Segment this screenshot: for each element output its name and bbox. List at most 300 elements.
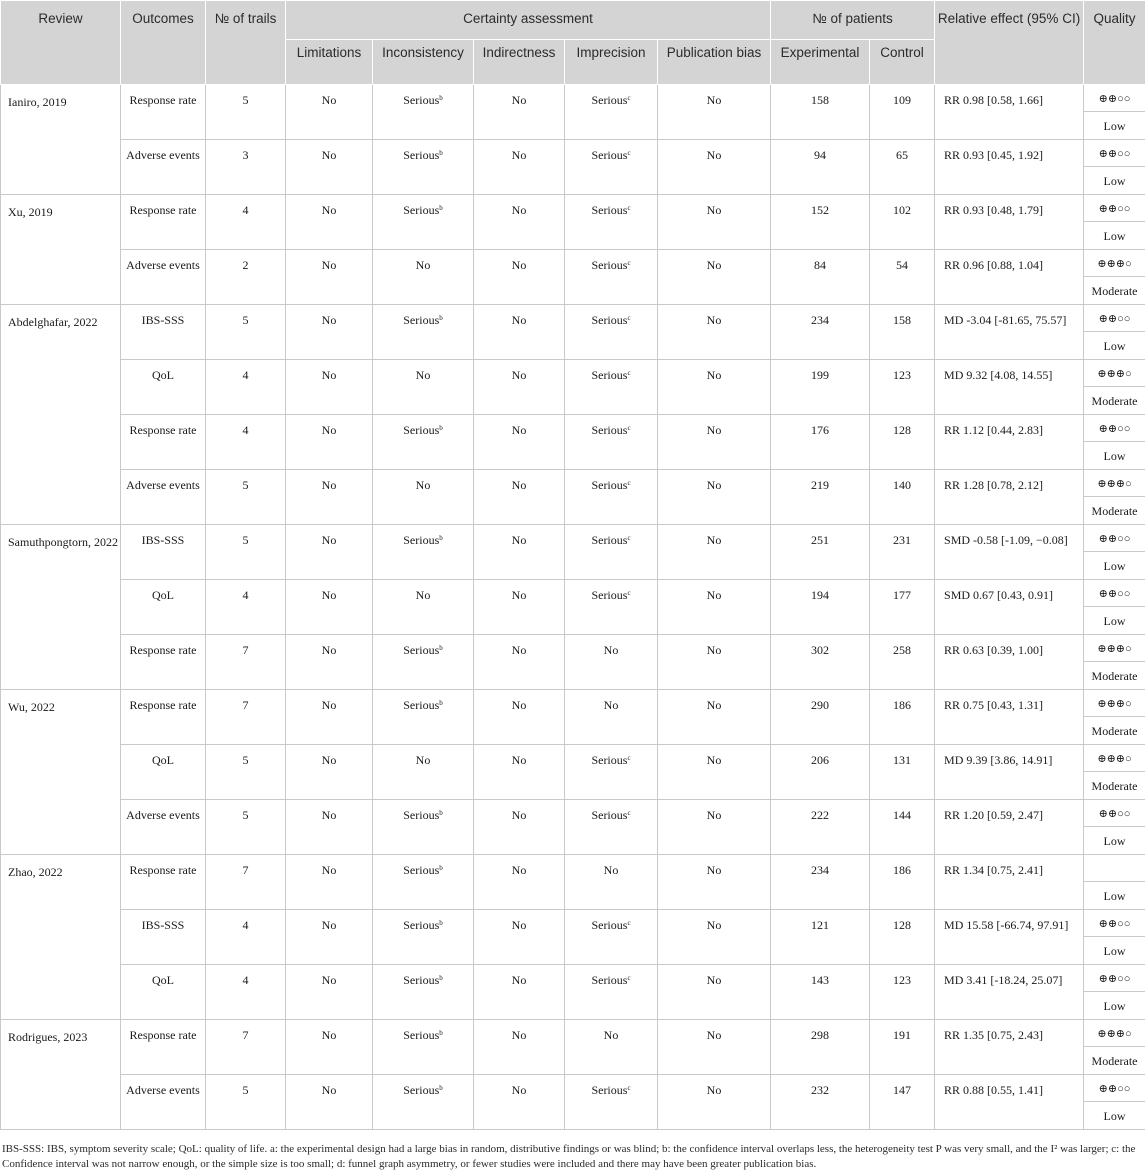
quality-label-cell: Moderate [1084,662,1145,690]
imprecision-cell [565,910,658,965]
inconsistency-cell [373,250,474,305]
imprecision-cell [565,1020,658,1075]
table-row [1,85,1145,112]
indirectness-value: No [511,423,527,437]
limitations-cell: No [286,250,373,305]
footnote-marker: c [627,534,631,542]
trials-cell: 5 [206,745,286,800]
inconsistency-cell [373,415,474,470]
trials-cell: 7 [206,855,286,910]
control-cell: 123 [870,360,935,415]
imprecision-value: Serious [591,258,628,272]
relative-effect-cell: RR 0.93 [0.45, 1.92] [935,140,1084,195]
outcome-cell: Adverse events [121,140,206,195]
footnote-marker: c [627,919,631,927]
relative-effect-cell: MD 15.58 [-66.74, 97.91] [935,910,1084,965]
control-cell: 54 [870,250,935,305]
inconsistency-cell [373,690,474,745]
quality-symbols-cell: ⊕⊕○○ [1084,415,1145,442]
outcome-cell: IBS-SSS [121,910,206,965]
trials-cell: 7 [206,690,286,745]
control-cell: 158 [870,305,935,360]
indirectness-cell [474,1075,565,1130]
inconsistency-value: Serious [403,863,440,877]
experimental-cell: 234 [771,305,870,360]
outcome-cell: Adverse events [121,250,206,305]
control-cell: 128 [870,415,935,470]
indirectness-cell [474,580,565,635]
indirectness-value: No [511,643,527,657]
header-trials: № of trails [206,1,286,85]
control-cell: 177 [870,580,935,635]
quality-symbols-cell: ⊕⊕⊕○ [1084,745,1145,772]
experimental-cell: 194 [771,580,870,635]
imprecision-value: Serious [591,148,628,162]
footnote-marker: c [627,369,631,377]
header-inconsistency: Inconsistency [373,40,474,85]
table-row [1,965,1145,992]
outcome-cell: QoL [121,580,206,635]
footnote-marker: b [439,1029,443,1037]
quality-symbols-cell: ⊕⊕○○ [1084,525,1145,552]
quality-label-cell: Low [1084,607,1145,635]
indirectness-value: No [511,808,527,822]
limitations-cell: No [286,580,373,635]
outcome-cell: Response rate [121,85,206,140]
quality-label-cell: Moderate [1084,1047,1145,1075]
quality-label-cell: Moderate [1084,277,1145,305]
indirectness-value: No [511,203,527,217]
inconsistency-value: No [415,588,431,602]
imprecision-value: No [603,863,619,877]
experimental-cell: 232 [771,1075,870,1130]
inconsistency-cell [373,635,474,690]
publication-bias-cell: No [658,140,771,195]
imprecision-cell [565,1075,658,1130]
table-row [1,635,1145,662]
publication-bias-cell: No [658,910,771,965]
outcome-cell: Response rate [121,415,206,470]
footnote-marker: b [439,699,443,707]
quality-label-cell: Low [1084,167,1145,195]
inconsistency-value: Serious [403,203,440,217]
inconsistency-cell [373,140,474,195]
footnote-marker: c [627,259,631,267]
imprecision-value: Serious [591,588,628,602]
outcome-cell: Adverse events [121,800,206,855]
publication-bias-cell: No [658,305,771,360]
trials-cell: 4 [206,195,286,250]
quality-symbols-cell: ⊕⊕⊕○ [1084,470,1145,497]
table-body [1,85,1145,1130]
footnote-marker: b [439,644,443,652]
footnote-marker: b [439,424,443,432]
quality-symbols-cell: ⊕⊕⊕○ [1084,1020,1145,1047]
inconsistency-value: Serious [403,1083,440,1097]
imprecision-value: Serious [591,93,628,107]
inconsistency-value: Serious [403,973,440,987]
imprecision-value: Serious [591,533,628,547]
trials-cell: 4 [206,910,286,965]
table-row [1,195,1145,222]
outcome-cell: IBS-SSS [121,525,206,580]
limitations-cell: No [286,1020,373,1075]
experimental-cell: 199 [771,360,870,415]
inconsistency-cell [373,1075,474,1130]
inconsistency-value: Serious [403,698,440,712]
imprecision-value: No [603,643,619,657]
indirectness-cell [474,195,565,250]
relative-effect-cell: RR 1.12 [0.44, 2.83] [935,415,1084,470]
outcome-cell: Adverse events [121,470,206,525]
imprecision-cell [565,855,658,910]
table-row [1,800,1145,827]
control-cell: 123 [870,965,935,1020]
imprecision-cell [565,360,658,415]
imprecision-cell [565,140,658,195]
limitations-cell: No [286,525,373,580]
trials-cell: 4 [206,415,286,470]
quality-label-cell: Low [1084,1102,1145,1130]
quality-label-cell: Moderate [1084,717,1145,745]
header-indirectness: Indirectness [474,40,565,85]
indirectness-value: No [511,753,527,767]
header-publication-bias: Publication bias [658,40,771,85]
header-outcomes: Outcomes [121,1,206,85]
relative-effect-cell: RR 1.28 [0.78, 2.12] [935,470,1084,525]
quality-symbols-cell: ⊕⊕○○ [1084,800,1145,827]
indirectness-cell [474,250,565,305]
header-experimental: Experimental [771,40,870,85]
review-cell: Samuthpongtorn, 2022 [1,525,121,690]
trials-cell: 4 [206,360,286,415]
footnote-marker: c [627,974,631,982]
imprecision-cell [565,800,658,855]
inconsistency-value: No [415,258,431,272]
limitations-cell: No [286,305,373,360]
publication-bias-cell: No [658,415,771,470]
control-cell: 144 [870,800,935,855]
inconsistency-value: Serious [403,1028,440,1042]
quality-label-cell: Low [1084,222,1145,250]
quality-label-cell: Low [1084,332,1145,360]
footnote-marker: c [627,314,631,322]
control-cell: 147 [870,1075,935,1130]
indirectness-value: No [511,478,527,492]
inconsistency-cell [373,745,474,800]
header-imprecision: Imprecision [565,40,658,85]
publication-bias-cell: No [658,1075,771,1130]
control-cell: 191 [870,1020,935,1075]
indirectness-cell [474,525,565,580]
relative-effect-cell: RR 0.96 [0.88, 1.04] [935,250,1084,305]
footnote-marker: c [627,1084,631,1092]
inconsistency-cell [373,855,474,910]
footnote-marker: b [439,919,443,927]
footnote-marker: b [439,149,443,157]
relative-effect-cell: MD -3.04 [-81.65, 75.57] [935,305,1084,360]
relative-effect-cell: RR 0.63 [0.39, 1.00] [935,635,1084,690]
quality-symbols-cell: ⊕⊕○○ [1084,85,1145,112]
header-limitations: Limitations [286,40,373,85]
trials-cell: 5 [206,800,286,855]
footnote-marker: b [439,314,443,322]
imprecision-value: Serious [591,918,628,932]
quality-label-cell: Low [1084,552,1145,580]
footnote-marker: c [627,479,631,487]
indirectness-value: No [511,93,527,107]
quality-symbols-cell: ⊕⊕○○ [1084,140,1145,167]
outcome-cell: Response rate [121,690,206,745]
control-cell: 102 [870,195,935,250]
inconsistency-cell [373,195,474,250]
trials-cell: 4 [206,580,286,635]
footnote-marker: b [439,534,443,542]
control-cell: 231 [870,525,935,580]
limitations-cell: No [286,470,373,525]
table-row [1,910,1145,937]
imprecision-value: Serious [591,313,628,327]
experimental-cell: 251 [771,525,870,580]
indirectness-value: No [511,1028,527,1042]
imprecision-cell [565,965,658,1020]
quality-symbols-cell: ⊕⊕○○ [1084,305,1145,332]
imprecision-value: Serious [591,808,628,822]
imprecision-cell [565,85,658,140]
indirectness-cell [474,690,565,745]
limitations-cell: No [286,360,373,415]
trials-cell: 4 [206,965,286,1020]
table-row [1,580,1145,607]
header-quality: Quality [1084,1,1145,85]
table-row [1,470,1145,497]
control-cell: 186 [870,690,935,745]
indirectness-value: No [511,918,527,932]
indirectness-cell [474,85,565,140]
quality-label-cell: Low [1084,937,1145,965]
relative-effect-cell: RR 1.35 [0.75, 2.43] [935,1020,1084,1075]
indirectness-value: No [511,973,527,987]
header-patients: № of patients [771,1,935,40]
control-cell: 186 [870,855,935,910]
trials-cell: 5 [206,305,286,360]
table-row [1,745,1145,772]
indirectness-value: No [511,863,527,877]
imprecision-value: Serious [591,423,628,437]
imprecision-value: Serious [591,753,628,767]
table-footnote: IBS-SSS: IBS, symptom severity scale; QoL: quality of life. a: the experimental design had a large bias in random, distributive findings or was blind; b: the confidence interval overlaps less, the heterogeneity test P was very small, and the I² was larger; c: the Confidence interval was not narrow enough, or the simple size is too small; d: funnel graph asymmetry, or fewer studies were included and there may have been greater publication bias. [2,1143,1136,1170]
table-row [1,525,1145,552]
outcome-cell: Response rate [121,1020,206,1075]
publication-bias-cell: No [658,800,771,855]
relative-effect-cell: MD 3.41 [-18.24, 25.07] [935,965,1084,1020]
header-control: Control [870,40,935,85]
control-cell: 109 [870,85,935,140]
imprecision-cell [565,690,658,745]
publication-bias-cell: No [658,690,771,745]
outcome-cell: Response rate [121,195,206,250]
trials-cell: 5 [206,85,286,140]
table-row [1,415,1145,442]
indirectness-cell [474,415,565,470]
publication-bias-cell: No [658,360,771,415]
relative-effect-cell: RR 1.34 [0.75, 2.41] [935,855,1084,910]
indirectness-cell [474,360,565,415]
imprecision-cell [565,415,658,470]
imprecision-value: Serious [591,203,628,217]
table-row [1,360,1145,387]
experimental-cell: 290 [771,690,870,745]
indirectness-value: No [511,313,527,327]
header-certainty-assessment: Certainty assessment [286,1,771,40]
experimental-cell: 222 [771,800,870,855]
imprecision-cell [565,745,658,800]
outcome-cell: QoL [121,360,206,415]
limitations-cell: No [286,800,373,855]
imprecision-value: Serious [591,973,628,987]
relative-effect-cell: RR 1.20 [0.59, 2.47] [935,800,1084,855]
imprecision-cell [565,250,658,305]
publication-bias-cell: No [658,855,771,910]
quality-label-cell: Low [1084,442,1145,470]
table-row [1,855,1145,882]
quality-symbols-cell: ⊕⊕⊕○ [1084,360,1145,387]
inconsistency-value: Serious [403,148,440,162]
inconsistency-cell [373,800,474,855]
experimental-cell: 219 [771,470,870,525]
trials-cell: 5 [206,1075,286,1130]
indirectness-cell [474,1020,565,1075]
inconsistency-cell [373,360,474,415]
experimental-cell: 176 [771,415,870,470]
footnote-marker: c [627,754,631,762]
quality-label-cell: Low [1084,992,1145,1020]
publication-bias-cell: No [658,580,771,635]
quality-symbols-cell: ⊕⊕⊕○ [1084,635,1145,662]
inconsistency-value: Serious [403,533,440,547]
indirectness-cell [474,910,565,965]
outcome-cell: Response rate [121,855,206,910]
experimental-cell: 234 [771,855,870,910]
indirectness-value: No [511,1083,527,1097]
quality-label-cell: Low [1084,112,1145,140]
limitations-cell: No [286,745,373,800]
quality-symbols-cell: ⊕⊕○○ [1084,580,1145,607]
quality-label-cell: Moderate [1084,387,1145,415]
outcome-cell: Response rate [121,635,206,690]
control-cell: 258 [870,635,935,690]
table-row [1,690,1145,717]
experimental-cell: 121 [771,910,870,965]
publication-bias-cell: No [658,525,771,580]
publication-bias-cell: No [658,745,771,800]
trials-cell: 7 [206,635,286,690]
control-cell: 65 [870,140,935,195]
trials-cell: 5 [206,470,286,525]
imprecision-cell [565,525,658,580]
inconsistency-cell [373,580,474,635]
inconsistency-value: Serious [403,423,440,437]
experimental-cell: 84 [771,250,870,305]
quality-symbols-cell: ⊕⊕⊕○ [1084,690,1145,717]
inconsistency-value: No [415,753,431,767]
experimental-cell: 298 [771,1020,870,1075]
review-cell: Rodrigues, 2023 [1,1020,121,1130]
limitations-cell: No [286,635,373,690]
outcome-cell: QoL [121,745,206,800]
indirectness-value: No [511,588,527,602]
trials-cell: 2 [206,250,286,305]
inconsistency-value: No [415,368,431,382]
relative-effect-cell: SMD 0.67 [0.43, 0.91] [935,580,1084,635]
indirectness-value: No [511,368,527,382]
indirectness-value: No [511,698,527,712]
relative-effect-cell: MD 9.39 [3.86, 14.91] [935,745,1084,800]
footnote-marker: b [439,94,443,102]
table-row [1,1020,1145,1047]
control-cell: 131 [870,745,935,800]
inconsistency-value: Serious [403,313,440,327]
footnote-marker: b [439,864,443,872]
imprecision-value: Serious [591,478,628,492]
indirectness-cell [474,470,565,525]
control-cell: 128 [870,910,935,965]
review-cell: Ianiro, 2019 [1,85,121,195]
inconsistency-value: Serious [403,93,440,107]
publication-bias-cell: No [658,965,771,1020]
trials-cell: 5 [206,525,286,580]
inconsistency-cell [373,525,474,580]
inconsistency-cell [373,910,474,965]
limitations-cell: No [286,415,373,470]
limitations-cell: No [286,1075,373,1130]
indirectness-cell [474,745,565,800]
limitations-cell: No [286,195,373,250]
table-row [1,305,1145,332]
limitations-cell: No [286,85,373,140]
table-row [1,1075,1145,1102]
imprecision-cell [565,635,658,690]
publication-bias-cell: No [658,635,771,690]
indirectness-cell [474,140,565,195]
header-relative-effect: Relative effect (95% CI) [935,1,1084,85]
imprecision-value: No [603,1028,619,1042]
quality-label-cell: Low [1084,882,1145,910]
indirectness-cell [474,305,565,360]
imprecision-value: Serious [591,1083,628,1097]
relative-effect-cell: SMD -0.58 [-1.09, −0.08] [935,525,1084,580]
limitations-cell: No [286,690,373,745]
review-cell: Wu, 2022 [1,690,121,855]
inconsistency-cell [373,470,474,525]
review-cell: Zhao, 2022 [1,855,121,1020]
inconsistency-value: Serious [403,643,440,657]
trials-cell: 3 [206,140,286,195]
quality-label-cell: Low [1084,827,1145,855]
imprecision-cell [565,580,658,635]
imprecision-value: Serious [591,368,628,382]
footnote-marker: c [627,149,631,157]
experimental-cell: 302 [771,635,870,690]
footnote-marker: c [627,424,631,432]
outcome-cell: Adverse events [121,1075,206,1130]
footnote-marker: c [627,589,631,597]
experimental-cell: 94 [771,140,870,195]
indirectness-cell [474,635,565,690]
indirectness-value: No [511,533,527,547]
trials-cell: 7 [206,1020,286,1075]
quality-symbols-cell: ⊕⊕○○ [1084,195,1145,222]
